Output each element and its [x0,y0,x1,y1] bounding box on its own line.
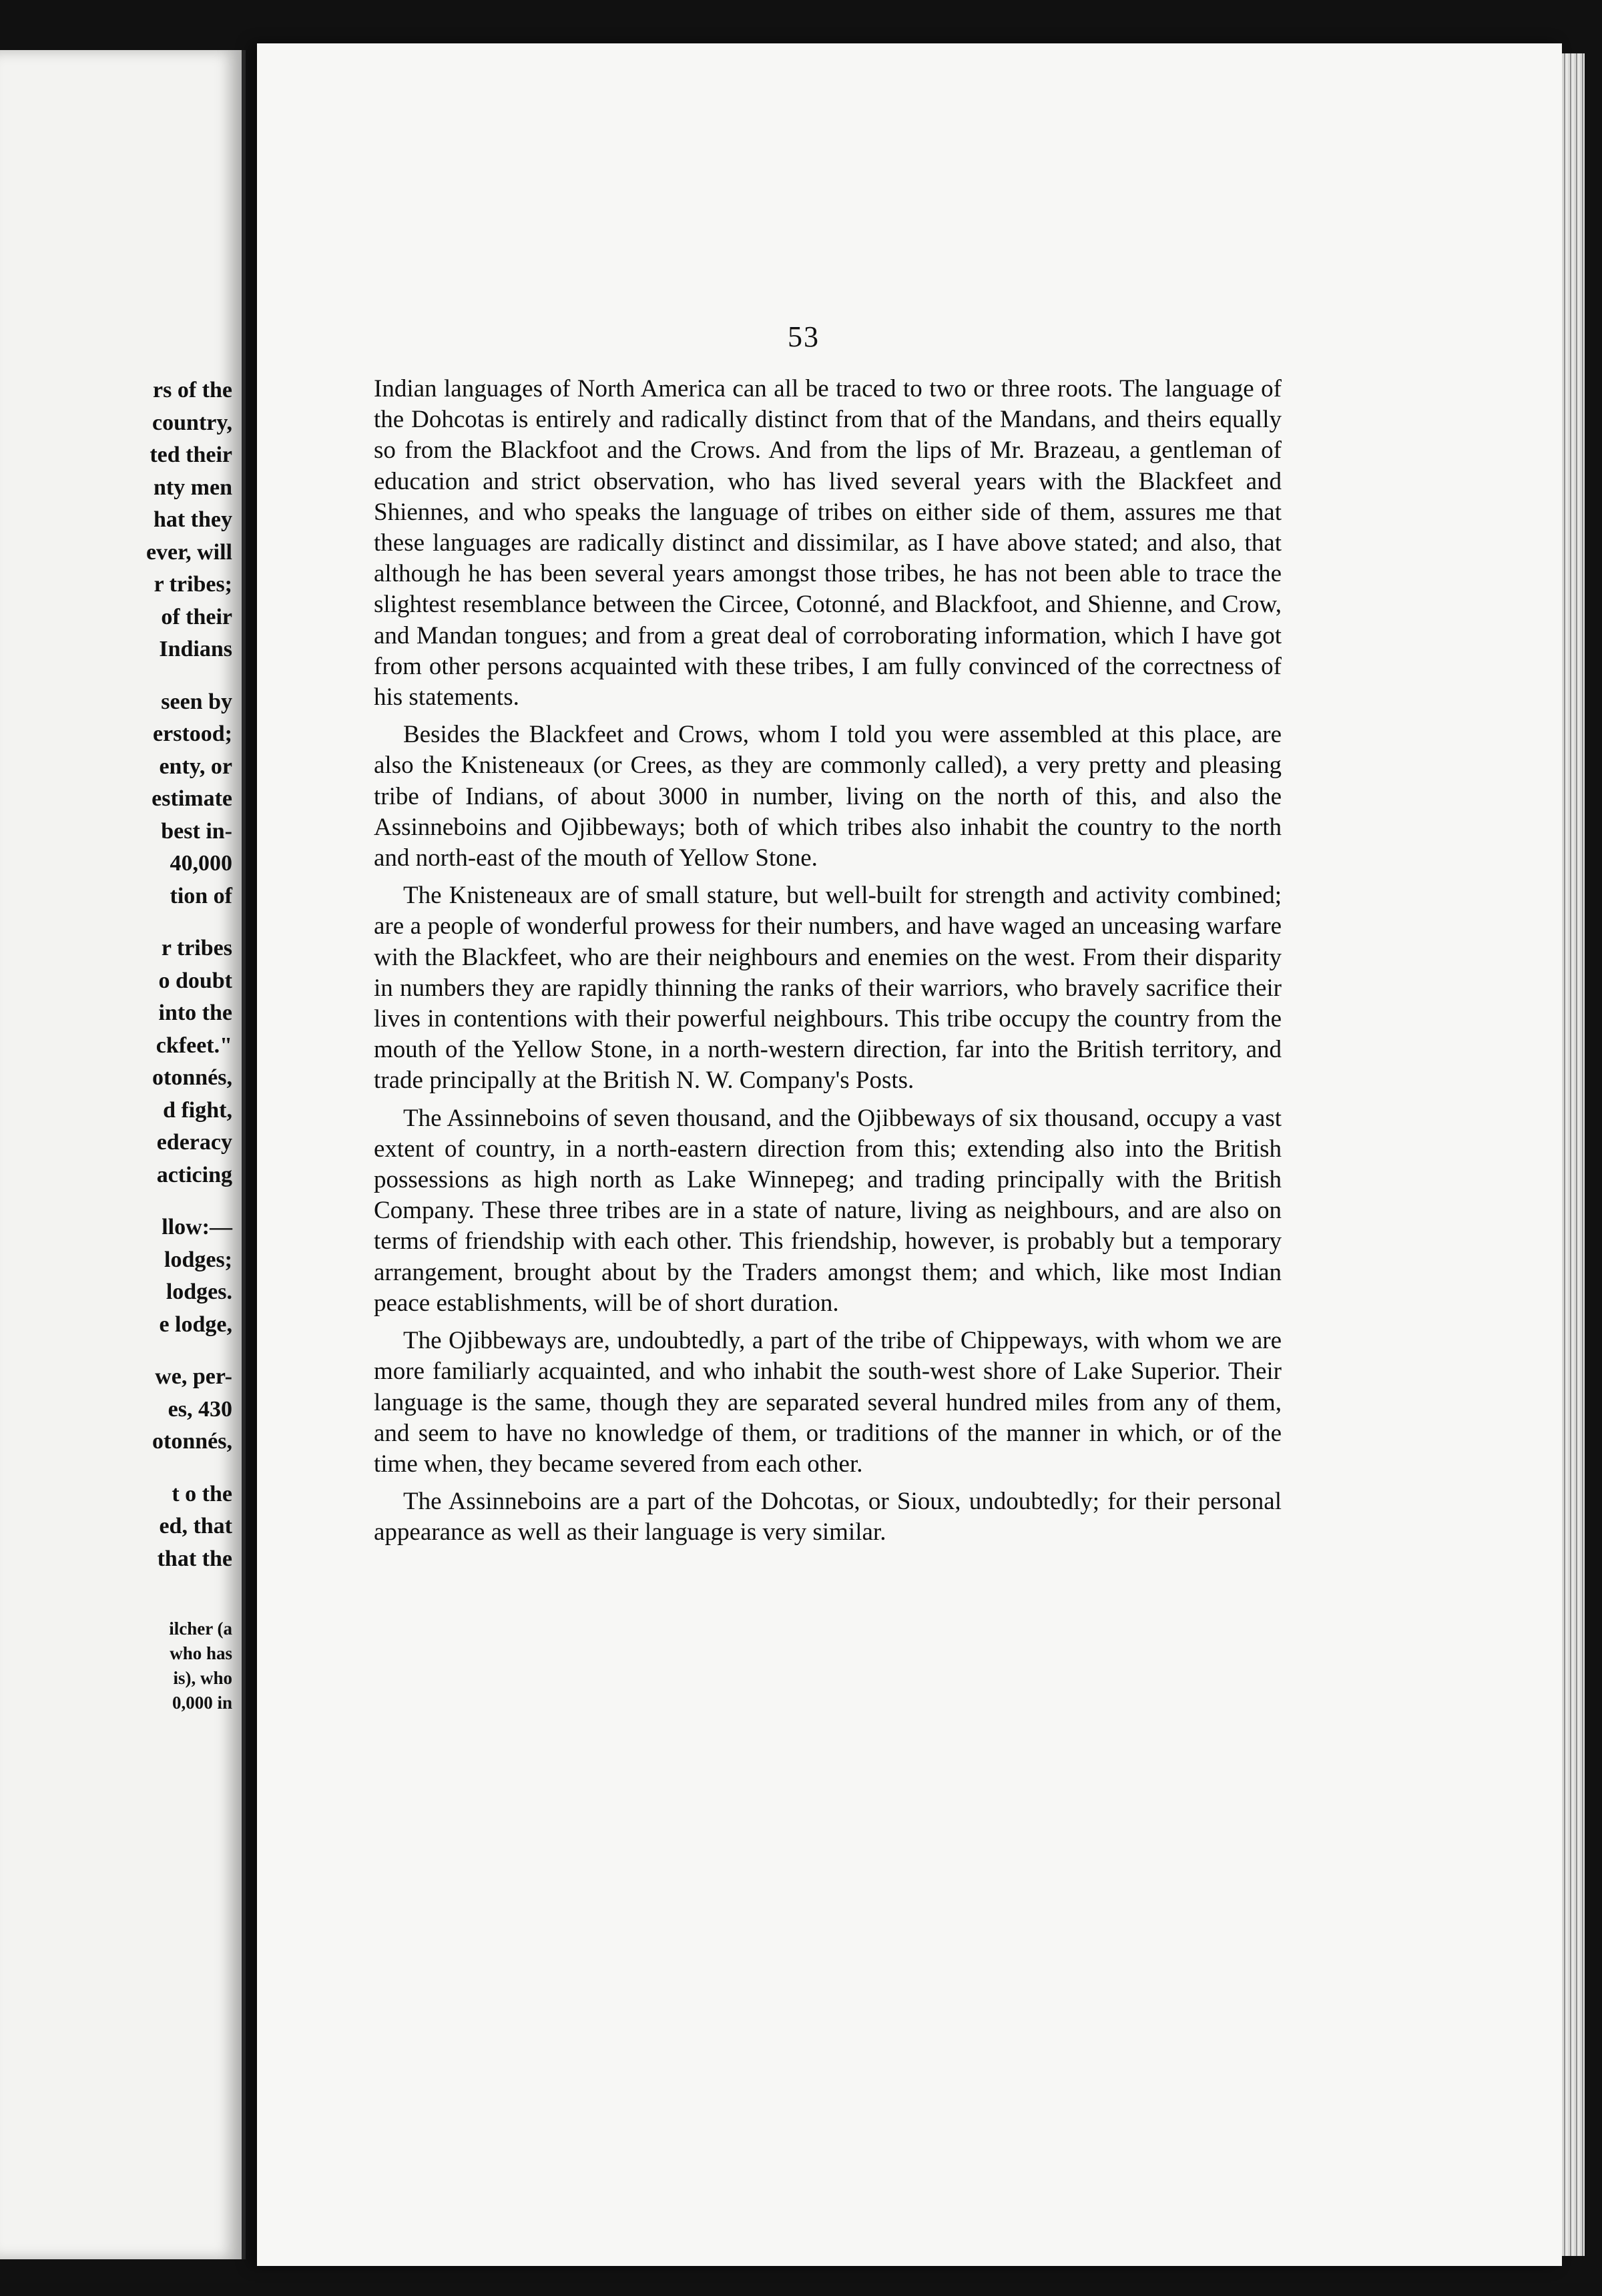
left-page-line: nty men [153,475,232,500]
left-page-line: enty, or [159,754,232,779]
paragraph: Besides the Blackfeet and Crows, whom I told you were assembled at this place, are also the Knisteneaux (or Crees, as they are commonly called), a very pretty and pleasing tribe of Indians, of about 3000 in number, living on the north of this, and also the Assinneboins and Ojibbeways; both of which tribes also inhabit the country to the north and north-east of the mouth of Yellow Stone. [374,721,1282,872]
paragraph: The Knisteneaux are of small stature, but well-built for strength and activity combined; are a people of wonderful prowess for their numbers, and have waged an unceasing warfare with the Blackfeet, who are their neighbours and enemies on the west. From their disparity in numbers they are rapidly thinning the ranks of their warriors, who bravely sacrifice their lives in contentions with their powerful neighbours. This tribe occupy the country from the mouth of the Yellow Stone, in a north-western direction, far into the British territory, and trade principally at the British N. W. Company's Posts. [374,882,1282,1095]
left-page-line: lodges; [164,1247,232,1272]
left-page-line: t o the [172,1481,232,1506]
left-page-footnote-line: 0,000 in [172,1693,232,1713]
left-page-line: otonnés, [152,1065,232,1090]
left-page-line: d fight, [163,1097,232,1123]
left-page-line: ed, that [159,1514,232,1538]
left-page-line: r tribes; [154,572,232,597]
left-page-line: we, per- [155,1364,232,1389]
left-page-line: o doubt [158,968,232,993]
paragraph: The Ojibbeways are, undoubtedly, a part of the tribe of Chippeways, with whom we are more familiarly acquainted, and who inhabit the south-west shore of Lake Superior. Their language is the same, though they are separated several hundred miles from any of them, and seem to have no knowledge of them, or traditions of the manner in which, or of the time when, they became severed from each other. [374,1327,1282,1478]
paragraph: Indian languages of North America can all be traced to two or three roots. The language of the Dohcotas is entirely and radically distinct from that of the Mandans, and theirs equally so from the Blackfoot and the Crows. And from the lips of Mr. Brazeau, a gentleman of education and strict observation, who has lived several years with the Blackfeet and Shiennes, and who speaks the language of tribes on either side of them, assures me that these languages are radically distinct and dissimilar, as I have above stated; and also, that although he has been several years amongst those tribes, he has not been able to trace the slightest resemblance between the Circee, Cotonné, and Blackfoot, and Shienne, and Crow, and Mandan tongues; and from a great deal of corroborating information, which I have got from other persons acquainted with these tribes, I am fully convinced of the correctness of his statements. [374,375,1282,711]
left-page-line: ever, will [146,539,232,565]
left-page-text [0,50,242,2259]
left-page-line: llow:— [162,1215,232,1239]
page-edge-stack [1562,53,1585,2256]
left-page-line: seen by [161,689,232,714]
left-page-line: e lodge, [159,1312,232,1337]
left-page-line: acticing [156,1162,232,1187]
left-page-line: lodges. [166,1279,232,1304]
paragraph: The Assinneboins of seven thousand, and the Ojibbeways of six thousand, occupy a vast extent of country, in a north-eastern direction from this; extending also into the British possessions as high north as Lake Winnepeg; and trading principally with the British Company. These three tribes are in a state of nature, living as neighbours, and are also on terms of friendship with each other. This friendship, however, is probably but a temporary arrangement, brought about by the Traders amongst them; and which, like most Indian peace establishments, will be of short duration. [374,1104,1282,1317]
left-page-line: erstood; [153,722,232,746]
left-page-footnote-line: ilcher (a [169,1619,232,1639]
left-page-line: ted their [150,443,232,467]
left-page-line: that the [157,1546,232,1571]
left-page-line: best in- [161,818,232,844]
left-page-line: r tribes [161,936,232,960]
left-page-line: ckfeet." [156,1033,232,1058]
page-number: 53 [788,320,820,353]
left-page-line: country, [152,410,232,435]
left-page-line: into the [158,1000,232,1025]
left-page-footnote-line: who has [170,1643,232,1663]
left-page-line: otonnés, [152,1429,232,1454]
left-page-line: tion of [170,883,232,908]
left-page-line: hat they [153,507,232,532]
body-text [374,374,1282,1551]
left-page-line: 40,000 [170,851,232,876]
paragraph: The Assinneboins are a part of the Dohcotas, or Sioux, undoubtedly; for their personal appearance as well as their language is very similar. [374,1488,1282,1546]
left-page-line: of their [161,604,232,629]
left-page-fragment [0,50,246,2259]
left-page-line: Indians [159,637,232,661]
left-page-footnote-line: is), who [173,1668,232,1688]
left-page-line: rs of the [153,378,232,402]
left-page-line: estimate [152,786,232,811]
left-page-line: ederacy [156,1130,232,1155]
left-page-line: es, 430 [168,1396,232,1422]
